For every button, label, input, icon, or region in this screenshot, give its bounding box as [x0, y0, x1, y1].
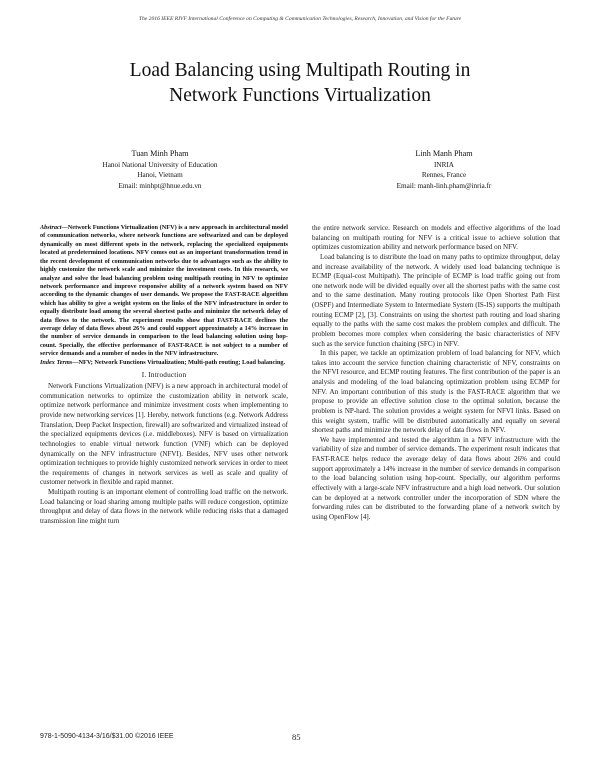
copyright-footer: 978-1-5090-4134-3/16/$31.00 ©2016 IEEE [40, 733, 174, 740]
author-name: Linh Manh Pham [415, 149, 473, 158]
author-block-1 [40, 149, 280, 191]
section-heading: I. Introduction [141, 371, 187, 380]
abstract [40, 224, 288, 359]
right-column [312, 224, 560, 522]
body-paragraph: Network Functions Virtualization (NFV) is a new approach in architectural model of communication networks to optimize the customization ability in network scale, optimize network performance and minimize investment costs when implementing to provide new networking services [1]. Hereby, network functions (e.g. Network Address Translation, Deep Packet Inspection, firewall) are softwarized and virtualized instead of the specialized equipments devices (i.e. middleboxes). NFV is based on virtualization technologies to enable virtual network function (VNF) which can be deployed dynamically on the NFV infrastructure (NFVI). Besides, NFV uses other network optimization techniques to provide highly customized network services in order to meet the requirements of changes in network services as well as scale and quality of customer network in flexible and rapid manner. [40, 382, 288, 487]
author-name: Tuan Minh Pham [131, 149, 189, 158]
paper-title-line1: Load Balancing using Multipath Routing in [129, 60, 471, 81]
author-affiliation: INRIA [434, 160, 454, 169]
author-location: Rennes, France [421, 171, 467, 179]
paper-title-line2: Network Functions Virtualization [169, 85, 431, 106]
running-header: The 2016 IEEE RIVF International Conference on Computing & Communication Technologies, Research, Innovation, and Vision for the Future [138, 16, 462, 22]
abstract-label: Abstract [40, 224, 62, 231]
author-block-2 [324, 149, 564, 191]
abstract-text: —Network Functions Virtualization (NFV) is a new approach in architectural model of communication networks, where network functions are softwarized and can be deployed dynamically on most different spots in the network, replacing the specialized equipments located at predetermined locations. NFV comes out as an important transformation trend in the recent development of communication networks due to advantages such as the ability to highly customize the network scale and minimize the investment costs. In this research, we analyze and solve the load balancing problem using multipath routing in NFV to optimize network performance and improve responsive ability of a network system based on NFV according to the dynamic changes of user demands. We propose the FAST-RACE algorithm which has ability to give a weight system on the links of the NFV infrastructure in order to equally distribute load among the several shortest paths and minimize the network delay of data flows to the network. The experiment results show that FAST-RACE declines the average delay of data flows about 26% and could support approximately a 14% increase in the number of service demands in comparison to the load balancing solution using hop-count. Specially, the effective performance of FAST-RACE is not subject to a number of service demands and a number of nodes in the NFV infrastructure. [40, 224, 288, 358]
body-paragraph: Multipath routing is an important element of controlling load traffic on the network. Load balancing or load sharing among multiple paths will reduce congestion, optimize throughput and delay of data flows in the network while reducing risks that a damaged transmission line might turn [40, 488, 288, 525]
author-email: Email: manh-linh.pham@inria.fr [396, 181, 492, 190]
body-paragraph: the entire network service. Research on models and effective algorithms of the load balancing on multipath routing for NFV is a critical issue to achieve solution that optimizes customization ability and network performance based on NFV. [312, 224, 560, 252]
author-email: Email: minhpt@hnue.edu.vn [118, 181, 202, 190]
index-terms-label: Index Terms [40, 358, 73, 366]
page-number: 85 [292, 732, 301, 742]
index-terms [40, 359, 288, 367]
author-location: Hanoi, Vietnam [137, 171, 183, 179]
body-paragraph: Load balancing is to distribute the load on many paths to optimize throughput, delay and increase availability of the network. A widely used load balancing technique is ECMP (Equal-cost Multipath). The principle of ECMP is load traffic going out from one network node will be divided equally over all the shortest paths with the same cost and to the same destination. Many routing protocols like Open Shortest Path First (OSPF) and Intermediate System to Intermediate System (IS-IS) supports the multipath routing ECMP [2], [3]. Constraints on using the shortest path routing and load sharing equally to the paths with the same cost makes the problem complex and difficult. The problem becomes more complex when considering the basic characteristics of NFV such as the service function chaining (SFC) in NFV. [312, 252, 560, 348]
author-affiliation: Hanoi National University of Education [102, 160, 218, 169]
paper-title [40, 58, 560, 108]
index-terms-text: —NFV; Network Functions Virtualization; Multi-path routing; Load balancing. [72, 358, 286, 366]
body-paragraph: In this paper, we tackle an optimization problem of load balancing for NFV, which takes into account the service function chaining characteristic of NFV, constraints on the NFVI resource, and ECMP routing features. The first contribution of the paper is an analysis and modeling of the load balancing optimization problem using ECMP for NFV. An important contribution of this study is the FAST-RACE algorithm that we propose to provide an effective solution close to the optimal solution, because the problem is NP-hard. The solution provides a weight system for NFVI links. Based on this weight system, traffic will be distributed automatically and equally on several shortest paths and minimize the network delay of data flows in NFV. [312, 349, 560, 435]
left-column [40, 224, 288, 527]
body-paragraph: We have implemented and tested the algorithm in a NFV infrastructure with the variability of size and number of service demands. The experiment result indicates that FAST-RACE helps reduce the average delay of data flows about 26% and could support approximately a 14% increase in the number of service demands in comparison to the load balancing solution using hop-count. Specially, our algorithm performs effectively with a large-scale NFV infrastructure and a high load network. Our solution can be deployed at a network controller under the incorporation of SDN where the forwarding rules can be distributed to the forwarding plane of a network switch by using OpenFlow [4]. [312, 435, 560, 521]
